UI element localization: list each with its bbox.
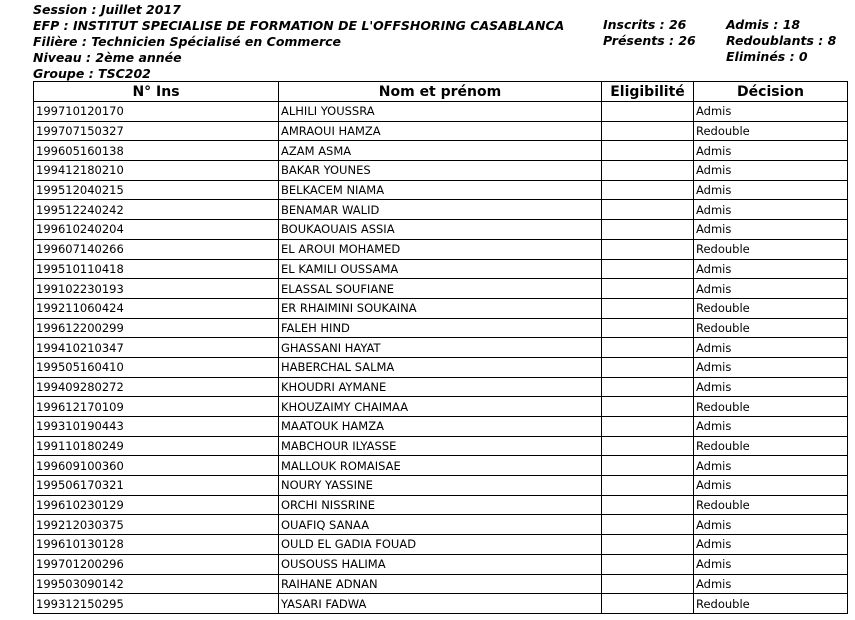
decision-cell: Admis [694,476,848,496]
eligibility-cell [602,102,694,122]
results-table [33,81,848,614]
groupe-label: Groupe : TSC202 [33,66,151,81]
ins-cell: 199612200299 [34,318,279,338]
table-row [34,574,848,594]
decision-cell: Redouble [694,594,848,614]
decision-cell: Redouble [694,397,848,417]
table-row [34,141,848,161]
name-cell: YASARI FADWA [279,594,602,614]
decision-cell: Admis [694,200,848,220]
name-cell: MAATOUK HAMZA [279,417,602,437]
name-cell: HABERCHAL SALMA [279,357,602,377]
redoublants-count: Redoublants : 8 [726,33,837,48]
table-row [34,554,848,574]
table-row [34,535,848,555]
filiere-label: Filière : Technicien Spécialisé en Commerce [33,34,341,49]
name-cell: RAIHANE ADNAN [279,574,602,594]
table-row [34,436,848,456]
table-row [34,495,848,515]
name-cell: GHASSANI HAYAT [279,338,602,358]
decision-cell: Admis [694,220,848,240]
decision-cell: Admis [694,141,848,161]
table-row [34,338,848,358]
name-cell: NOURY YASSINE [279,476,602,496]
eligibility-cell [602,377,694,397]
presents-count: Présents : 26 [603,33,696,48]
ins-cell: 199512240242 [34,200,279,220]
ins-cell: 199505160410 [34,357,279,377]
eligibility-cell [602,220,694,240]
ins-cell: 199701200296 [34,554,279,574]
column-header-nom: Nom et prénom [279,82,602,102]
name-cell: AMRAOUI HAMZA [279,121,602,141]
header-results-block [726,17,836,65]
name-cell: KHOUZAIMY CHAIMAA [279,397,602,417]
ins-cell: 199610240204 [34,220,279,240]
eligibility-cell [602,397,694,417]
ins-cell: 199605160138 [34,141,279,161]
name-cell: EL KAMILI OUSSAMA [279,259,602,279]
table-row [34,456,848,476]
ins-cell: 199512040215 [34,180,279,200]
table-row [34,515,848,535]
eligibility-cell [602,298,694,318]
table-row [34,200,848,220]
name-cell: BOUKAOUAIS ASSIA [279,220,602,240]
eligibility-cell [602,239,694,259]
decision-cell: Admis [694,279,848,299]
table-row [34,180,848,200]
eligibility-cell [602,200,694,220]
ins-cell: 199710120170 [34,102,279,122]
decision-cell: Admis [694,259,848,279]
name-cell: KHOUDRI AYMANE [279,377,602,397]
name-cell: ALHILI YOUSSRA [279,102,602,122]
table-row [34,298,848,318]
name-cell: AZAM ASMA [279,141,602,161]
table-row [34,397,848,417]
table-row [34,357,848,377]
ins-cell: 199610230129 [34,495,279,515]
name-cell: ER RHAIMINI SOUKAINA [279,298,602,318]
table-row [34,161,848,181]
session-label: Session : Juillet 2017 [33,2,181,17]
table-body [34,102,848,614]
decision-cell: Admis [694,574,848,594]
table-row [34,102,848,122]
name-cell: BENAMAR WALID [279,200,602,220]
decision-cell: Admis [694,357,848,377]
ins-cell: 199212030375 [34,515,279,535]
decision-cell: Admis [694,161,848,181]
table-row [34,220,848,240]
ins-cell: 199310190443 [34,417,279,437]
ins-cell: 199607140266 [34,239,279,259]
column-header-ins: N° Ins [34,82,279,102]
decision-cell: Redouble [694,239,848,259]
eligibility-cell [602,318,694,338]
table-header-row [34,82,848,102]
name-cell: MALLOUK ROMAISAE [279,456,602,476]
elimines-count: Eliminés : 0 [726,49,808,64]
name-cell: OUSOUSS HALIMA [279,554,602,574]
ins-cell: 199707150327 [34,121,279,141]
name-cell: OUAFIQ SANAA [279,515,602,535]
eligibility-cell [602,141,694,161]
ins-cell: 199610130128 [34,535,279,555]
eligibility-cell [602,594,694,614]
decision-cell: Admis [694,102,848,122]
decision-cell: Admis [694,180,848,200]
table-row [34,417,848,437]
name-cell: MABCHOUR ILYASSE [279,436,602,456]
ins-cell: 199510110418 [34,259,279,279]
eligibility-cell [602,495,694,515]
decision-cell: Redouble [694,436,848,456]
table-row [34,476,848,496]
name-cell: ORCHI NISSRINE [279,495,602,515]
decision-cell: Admis [694,554,848,574]
name-cell: BAKAR YOUNES [279,161,602,181]
table-row [34,377,848,397]
eligibility-cell [602,357,694,377]
eligibility-cell [602,456,694,476]
inscrits-count: Inscrits : 26 [603,17,687,32]
admis-count: Admis : 18 [726,17,801,32]
eligibility-cell [602,554,694,574]
ins-cell: 199409280272 [34,377,279,397]
ins-cell: 199412180210 [34,161,279,181]
name-cell: OULD EL GADIA FOUAD [279,535,602,555]
eligibility-cell [602,535,694,555]
header-stats-block [603,17,696,49]
eligibility-cell [602,515,694,535]
decision-cell: Admis [694,456,848,476]
decision-cell: Admis [694,338,848,358]
decision-cell: Admis [694,417,848,437]
table-row [34,318,848,338]
efp-label: EFP : INSTITUT SPECIALISE DE FORMATION DE L'OFFSHORING CASABLANCA [33,18,565,33]
header-left-block [33,2,564,82]
ins-cell: 199506170321 [34,476,279,496]
niveau-label: Niveau : 2ème année [33,50,182,65]
decision-cell: Redouble [694,121,848,141]
decision-cell: Admis [694,377,848,397]
column-header-decision: Décision [694,82,848,102]
table-row [34,259,848,279]
ins-cell: 199410210347 [34,338,279,358]
eligibility-cell [602,476,694,496]
eligibility-cell [602,121,694,141]
table-row [34,121,848,141]
table-row [34,279,848,299]
eligibility-cell [602,161,694,181]
ins-cell: 199102230193 [34,279,279,299]
decision-cell: Admis [694,535,848,555]
ins-cell: 199312150295 [34,594,279,614]
name-cell: FALEH HIND [279,318,602,338]
decision-cell: Admis [694,515,848,535]
column-header-eligibilite: Eligibilité [602,82,694,102]
eligibility-cell [602,279,694,299]
table-row [34,594,848,614]
eligibility-cell [602,417,694,437]
table-row [34,239,848,259]
name-cell: ELASSAL SOUFIANE [279,279,602,299]
ins-cell: 199503090142 [34,574,279,594]
eligibility-cell [602,259,694,279]
ins-cell: 199110180249 [34,436,279,456]
decision-cell: Redouble [694,298,848,318]
ins-cell: 199612170109 [34,397,279,417]
name-cell: BELKACEM NIAMA [279,180,602,200]
decision-cell: Redouble [694,495,848,515]
eligibility-cell [602,574,694,594]
ins-cell: 199211060424 [34,298,279,318]
eligibility-cell [602,180,694,200]
decision-cell: Redouble [694,318,848,338]
name-cell: EL AROUI MOHAMED [279,239,602,259]
ins-cell: 199609100360 [34,456,279,476]
eligibility-cell [602,436,694,456]
eligibility-cell [602,338,694,358]
